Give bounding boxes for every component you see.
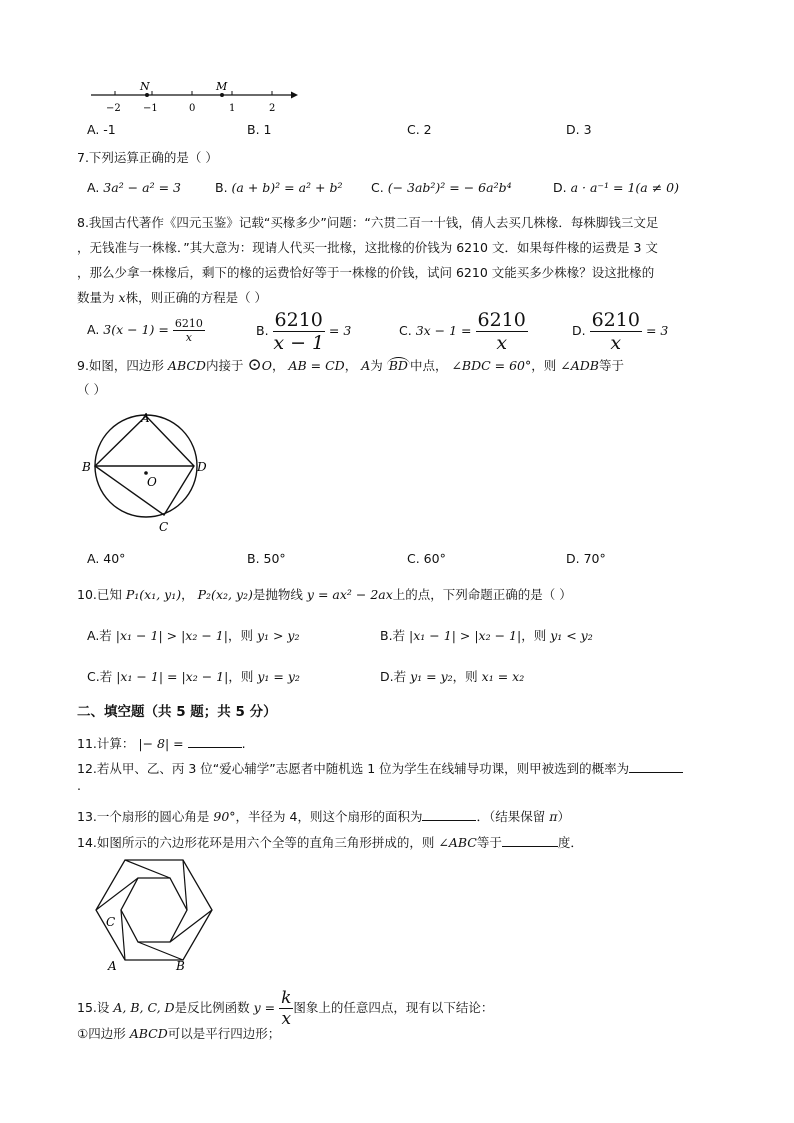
q6-option-b: B. 1: [247, 122, 272, 137]
q9-text: 等于: [598, 358, 624, 373]
q9-text: ，: [344, 358, 358, 373]
section-heading: 二、填空题（共 5 题；共 5 分）: [77, 704, 277, 720]
q8-line-3: ，那么少拿一株椽后，剩下的椽的运费恰好等于一株椽的价钱，试问 6210 文能买多少株椽？设这批椽的: [77, 265, 655, 280]
q6-option-a: A. -1: [87, 122, 116, 137]
q9-text: 为: [370, 358, 383, 373]
q9-text: ，则: [531, 358, 557, 373]
q13-angle: 90°: [213, 809, 236, 824]
q8-option-a-fraction: [173, 317, 205, 344]
q10-option-c-then: ，则: [228, 669, 254, 684]
q10-option-c-label: C.若: [87, 669, 113, 684]
q7-stem: 7.下列运算正确的是（ ）: [77, 150, 218, 165]
q10-option-b: [380, 626, 593, 644]
label-a: A: [141, 411, 150, 425]
q8-line-4: [77, 288, 267, 306]
number-line-figure: [85, 78, 300, 118]
q14-post: 度．: [557, 835, 583, 850]
q11-pre: 11.计算：: [77, 736, 135, 751]
q8-line-4-post: 株，则正确的方程是（ ）: [125, 290, 268, 305]
q15-post: 图象上的任意四点，现有以下结论：: [293, 1000, 494, 1015]
q9-arc-bd: BD: [388, 358, 408, 373]
q10-point-p2: P₂(x₂, y₂): [197, 587, 253, 602]
circle-symbol-icon: ⊙: [247, 355, 262, 375]
q6-option-c: C. 2: [407, 122, 432, 137]
q9-angle-bdc: ∠BDC = 60°: [451, 358, 532, 373]
point-n-label: N: [140, 80, 150, 93]
label-b: B: [82, 460, 91, 474]
q8-line-1: 8.我国古代著作《四元玉鉴》记载“买椽多少”问题：“六贯二百一十钱，倩人去买几株椽．每株脚钱三文足: [77, 215, 659, 230]
q7-option-c: [371, 180, 512, 195]
label-a: A: [108, 959, 117, 973]
q8-line-4-pre: 数量为: [77, 290, 115, 305]
label-o: O: [147, 475, 157, 489]
q15-pre: 15.设: [77, 1000, 110, 1015]
q9-option-a: A. 40°: [87, 551, 126, 566]
q14-hexagon-figure: [92, 858, 222, 973]
denominator: x: [185, 331, 192, 344]
q7-option-a: [87, 180, 181, 195]
q8-option-c-left: 3x − 1 =: [415, 323, 472, 338]
q8-variable-x: x: [118, 290, 126, 305]
q13-pre: 13.一个扇形的圆心角是: [77, 809, 210, 824]
q7-option-b-label: B.: [215, 180, 228, 195]
q10-option-b-res: y₁ < y₂: [550, 628, 593, 643]
tick-label: −2: [106, 103, 121, 114]
q12-text: 12.若从甲、乙、丙 3 位“爱心辅学”志愿者中随机选 1 位为学生在线辅导功课，则甲被选到的概率为: [77, 761, 630, 776]
q10-option-b-then: ，则: [521, 628, 547, 643]
numerator: 6210: [591, 309, 640, 331]
q10-post: 上的点，下列命题正确的是（ ）: [392, 587, 572, 602]
conclusion-pre: 四边形: [88, 1026, 126, 1041]
denominator: x: [610, 332, 622, 354]
label-d: D: [197, 460, 207, 474]
q8-option-b: [256, 309, 351, 354]
q8-option-b-label: B.: [256, 323, 269, 338]
numerator: 6210: [274, 309, 323, 331]
q9-center: O: [261, 358, 272, 373]
q10-parabola: y = ax² − 2ax: [306, 587, 393, 602]
q7-option-d-expr: a · a⁻¹ = 1(a ≠ 0): [570, 180, 679, 195]
denominator: x − 1: [273, 332, 325, 354]
q10-option-a-then: ，则: [227, 628, 253, 643]
q13-post: ．（结果保留: [476, 809, 546, 824]
q10-option-c-res: y₁ = y₂: [257, 669, 300, 684]
q9-equal: AB = CD: [288, 358, 345, 373]
conclusion-var: ABCD: [129, 1026, 168, 1041]
point-m-label: M: [216, 80, 228, 93]
q8-option-a-left: 3(x − 1) =: [103, 322, 169, 337]
q9-text: 内接于: [205, 358, 244, 373]
answer-blank[interactable]: [188, 747, 242, 748]
q10-option-d-cond: y₁ = y₂: [410, 669, 453, 684]
q12: [77, 759, 683, 777]
answer-blank[interactable]: [629, 772, 683, 773]
q7-option-a-expr: 3a² − a² = 3: [103, 180, 181, 195]
numerator: k: [281, 988, 292, 1008]
q9-text: 中点，: [409, 358, 448, 373]
q9-point-a: A: [361, 358, 371, 373]
q10-option-d-res: x₁ = x₂: [481, 669, 525, 684]
q15-fn-left: y =: [253, 1000, 276, 1015]
q14-mid: 等于: [476, 835, 502, 850]
q9-option-b: B. 50°: [247, 551, 286, 566]
denominator: x: [281, 1009, 292, 1029]
q10-option-a-cond: |x₁ − 1| > |x₂ − 1|: [115, 628, 228, 643]
q8-option-b-fraction: [273, 309, 325, 354]
q10-sep: ，: [181, 587, 194, 602]
q15-vars: A, B, C, D: [113, 1000, 175, 1015]
q14-angle: ∠ABC: [438, 835, 477, 850]
q10-stem: [77, 585, 572, 603]
q9-text: ，: [271, 358, 285, 373]
q8-option-d-label: D.: [572, 323, 586, 338]
answer-blank[interactable]: [422, 820, 476, 821]
tick-label: 2: [269, 103, 276, 114]
numerator: 6210: [174, 317, 203, 330]
q8-option-d-right: = 3: [645, 323, 669, 338]
label-c: C: [159, 520, 169, 534]
tick-label: −1: [143, 103, 158, 114]
q7-option-b: [215, 180, 343, 195]
q7-option-a-label: A.: [87, 180, 100, 195]
q9-stem: [77, 355, 624, 375]
label-c: C: [106, 915, 116, 929]
q10-option-a: [87, 626, 300, 644]
tick-label: 1: [229, 103, 236, 114]
q7-option-d: [553, 180, 679, 195]
q7-option-b-expr: (a + b)² = a² + b²: [231, 180, 343, 195]
q8-option-d-fraction: [590, 309, 642, 354]
q8-option-d: [572, 309, 668, 354]
q12-end: .: [77, 778, 81, 793]
denominator: x: [496, 332, 508, 354]
q8-option-c-label: C.: [399, 323, 412, 338]
q10-option-b-cond: |x₁ − 1| > |x₂ − 1|: [409, 628, 522, 643]
q10-option-a-label: A.若: [87, 628, 112, 643]
q8-option-a-label: A.: [87, 322, 100, 337]
answer-blank[interactable]: [502, 846, 558, 847]
tick-label: 0: [189, 103, 196, 114]
q10-pre: 10.已知: [77, 587, 122, 602]
q9-option-d: D. 70°: [566, 551, 606, 566]
q7-option-c-expr: (− 3ab²)² = − 6a²b⁴: [387, 180, 512, 195]
q7-option-c-label: C.: [371, 180, 384, 195]
q9-angle-adb: ∠ADB: [560, 358, 599, 373]
q14-pre: 14.如图所示的六边形花环是用六个全等的直角三角形拼成的，则: [77, 835, 435, 850]
label-b: B: [176, 959, 185, 973]
q10-option-d: [380, 667, 524, 685]
q9-quad: ABCD: [167, 358, 206, 373]
q11-expr: |− 8| =: [138, 736, 184, 751]
q11: [77, 734, 246, 752]
q15-fraction: [279, 988, 293, 1029]
q11-post: .: [241, 736, 246, 751]
q13-mid: ，半径为 4，则这个扇形的面积为: [235, 809, 423, 824]
q9-line-2: （ ）: [77, 382, 106, 397]
q10-option-b-label: B.若: [380, 628, 406, 643]
q8-option-c-fraction: [476, 309, 528, 354]
q15: [77, 988, 493, 1029]
q10-mid: 是抛物线: [252, 587, 303, 602]
q8-option-c: [399, 309, 528, 354]
q10-option-d-then: ，则: [452, 669, 478, 684]
q10-option-a-res: y₁ > y₂: [256, 628, 300, 643]
q10-option-c: [87, 667, 300, 685]
q10-point-p1: P₁(x₁, y₁): [125, 587, 182, 602]
q8-option-a: [87, 317, 205, 344]
q14: [77, 833, 583, 851]
q9-text: 9.如图，四边形: [77, 358, 164, 373]
numerator: 6210: [477, 309, 526, 331]
conclusion-post: 可以是平行四边形；: [167, 1026, 281, 1041]
q13: [77, 807, 570, 825]
q10-option-c-cond: |x₁ − 1| = |x₂ − 1|: [116, 669, 229, 684]
conclusion-number: ①: [77, 1026, 89, 1041]
q13-pi: π: [549, 809, 558, 824]
q9-circle-figure: [80, 410, 215, 540]
q13-close: ）: [557, 809, 570, 824]
q8-option-b-right: = 3: [328, 323, 352, 338]
q15-conclusion-1: [77, 1024, 280, 1042]
q7-option-d-label: D.: [553, 180, 567, 195]
q15-mid: 是反比例函数: [174, 1000, 250, 1015]
q10-option-d-label: D.若: [380, 669, 407, 684]
q8-line-2: ，无钱准与一株椽．”其大意为：现请人代买一批椽，这批椽的价钱为 6210 文．如果每件椽的运费是 3 文: [77, 240, 658, 255]
q6-option-d: D. 3: [566, 122, 592, 137]
q9-option-c: C. 60°: [407, 551, 446, 566]
